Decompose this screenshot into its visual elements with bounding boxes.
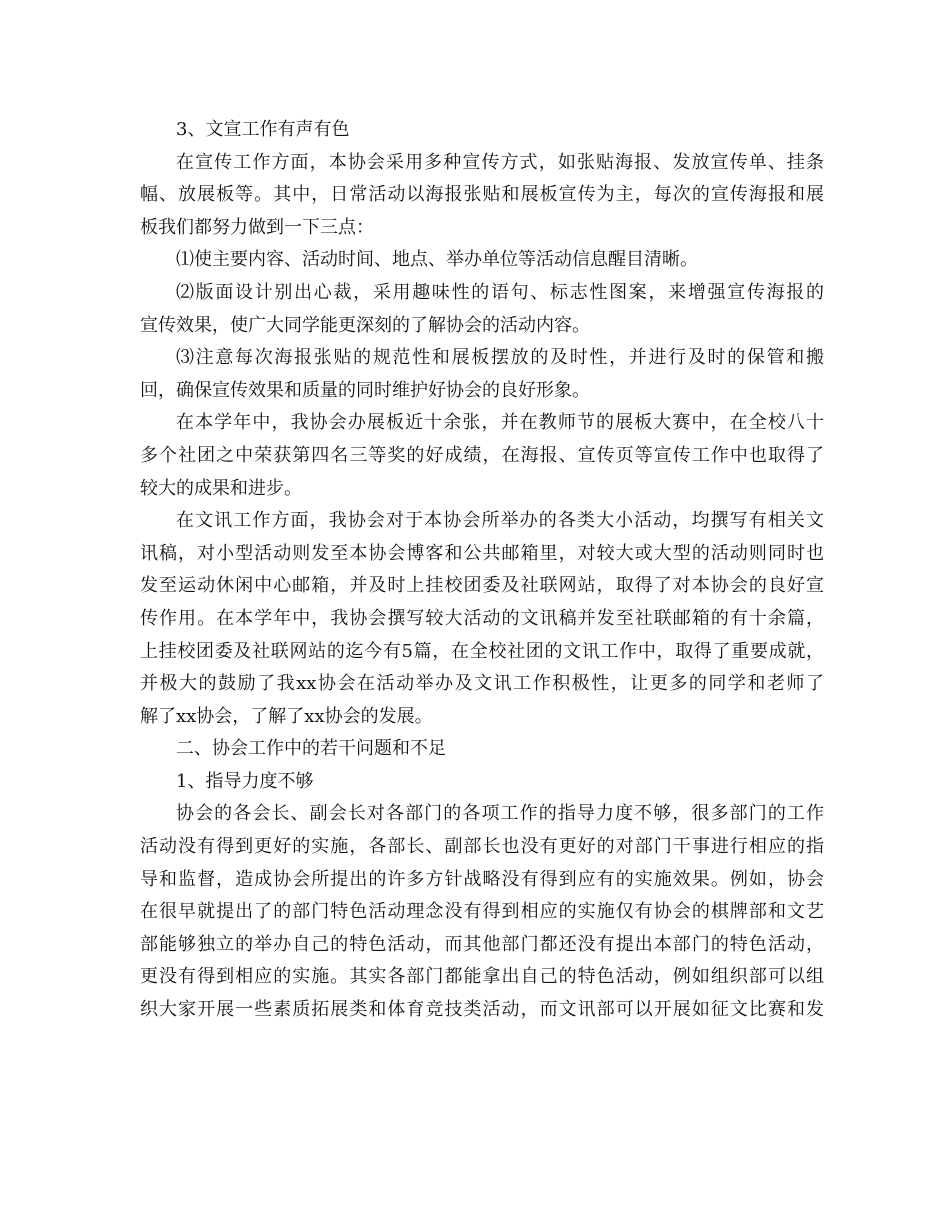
list-item: ⑵版面设计别出心裁，采用趣味性的语句、标志性图案，来增强宣传海报的 <box>176 281 824 303</box>
paragraph-line: 在宣传工作方面，本协会采用多种宣传方式，如张贴海报、发放宣传单、挂条 <box>176 151 824 173</box>
paragraph-line: 导和监督，造成协会所提出的许多方针战略没有得到应有的实施效果。例如，协会 <box>140 868 824 890</box>
list-item-continuation: 宣传效果，使广大同学能更深刻的了解协会的活动内容。 <box>140 314 590 336</box>
paragraph-line: 多个社团之中荣获第四名三等奖的好成绩，在海报、宣传页等宣传工作中也取得了 <box>140 444 824 466</box>
paragraph-line: 板我们都努力做到一下三点： <box>140 216 374 238</box>
paragraph-line: 幅、放展板等。其中，日常活动以海报张贴和展板宣传为主，每次的宣传海报和展 <box>140 184 824 206</box>
list-item-continuation: 回，确保宣传效果和质量的同时维护好协会的良好形象。 <box>140 379 590 401</box>
paragraph-line: 在很早就提出了的部门特色活动理念没有得到相应的实施仅有协会的棋牌部和文艺 <box>140 901 824 923</box>
paragraph-line: 并极大的鼓励了我xx协会在活动举办及文讯工作积极性，让更多的同学和老师了 <box>140 673 824 695</box>
paragraph-line: 发至运动休闲中心邮箱，并及时上挂校团委及社联网站，取得了对本协会的良好宣 <box>140 575 824 597</box>
paragraph-line: 较大的成果和进步。 <box>140 477 302 499</box>
paragraph-line: 织大家开展一些素质拓展类和体育竞技类活动，而文讯部可以开展如征文比赛和发 <box>140 999 824 1021</box>
section-heading: 3、文宣工作有声有色 <box>176 119 350 140</box>
section-heading: 二、协会工作中的若干问题和不足 <box>176 738 446 760</box>
subsection-heading: 1、指导力度不够 <box>176 770 314 792</box>
paragraph-line: 上挂校团委及社联网站的迄今有5篇，在全校社团的文讯工作中，取得了重要成就， <box>140 640 824 662</box>
paragraph-line: 活动没有得到更好的实施，各部长、副部长也没有更好的对部门干事进行相应的指 <box>140 836 824 858</box>
paragraph-line: 传作用。在本学年中，我协会撰写较大活动的文讯稿并发至社联邮箱的有十余篇， <box>140 607 824 629</box>
paragraph-line: 更没有得到相应的实施。其实各部门都能拿出自己的特色活动，例如组织部可以组 <box>140 966 824 988</box>
list-item: ⑴使主要内容、活动时间、地点、举办单位等活动信息醒目清晰。 <box>176 249 698 271</box>
paragraph-line: 在文讯工作方面，我协会对于本协会所举办的各类大小活动，均撰写有相关文 <box>176 510 824 532</box>
document-body <box>140 114 824 1027</box>
list-item: ⑶注意每次海报张贴的规范性和展板摆放的及时性，并进行及时的保管和搬 <box>176 347 824 369</box>
paragraph-line: 部能够独立的举办自己的特色活动，而其他部门都还没有提出本部门的特色活动， <box>140 933 824 955</box>
paragraph-line: 讯稿，对小型活动则发至本协会博客和公共邮箱里，对较大或大型的活动则同时也 <box>140 542 824 564</box>
paragraph-line: 在本学年中，我协会办展板近十余张，并在教师节的展板大赛中，在全校八十 <box>176 412 824 434</box>
paragraph-line: 解了xx协会，了解了xx协会的发展。 <box>140 705 433 727</box>
paragraph-line: 协会的各会长、副会长对各部门的各项工作的指导力度不够，很多部门的工作 <box>176 803 824 825</box>
